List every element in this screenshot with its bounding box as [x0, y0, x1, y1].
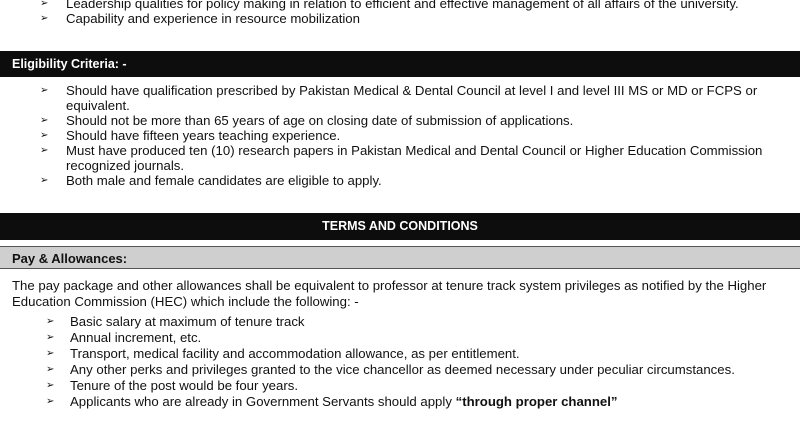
- eligibility-list: [40, 83, 792, 188]
- list-item: [40, 83, 792, 113]
- list-item: [40, 11, 792, 26]
- pay-intro: The pay package and other allowances shall be equivalent to professor at tenure track system privileges as notified by the Higher Education Commission (HEC) which include the following: -: [12, 278, 767, 309]
- list-item-text: Capability and experience in resource mobilization: [66, 11, 360, 26]
- list-item: [40, 0, 792, 11]
- pay-list: [46, 314, 792, 410]
- list-item-text: Should have qualification prescribed by Pakistan Medical & Dental Council at level I and level III MS or MD or FCPS or equivalent.: [66, 83, 758, 113]
- list-item-text: Leadership qualities for policy making in relation to efficient and effective management of all affairs of the university.: [66, 0, 739, 11]
- list-item: [46, 330, 792, 345]
- list-item: [40, 143, 792, 173]
- arrow-bullet-icon: ➢: [40, 145, 49, 156]
- top-bullet-list: [40, 0, 792, 26]
- list-item-text: Should not be more than 65 years of age on closing date of submission of applications.: [66, 113, 574, 128]
- arrow-bullet-icon: ➢: [46, 380, 55, 391]
- list-item: [46, 346, 792, 361]
- list-item: [46, 314, 792, 329]
- list-item: [40, 173, 792, 188]
- list-item-text-bold: “through proper channel”: [455, 394, 618, 409]
- list-item-text: Must have produced ten (10) research papers in Pakistan Medical and Dental Council or Higher Education Commission recognized journals.: [66, 143, 763, 173]
- list-item-text: Transport, medical facility and accommodation allowance, as per entitlement.: [70, 346, 520, 361]
- list-item: [40, 113, 792, 128]
- arrow-bullet-icon: ➢: [40, 130, 49, 141]
- list-item: [46, 378, 792, 393]
- list-item-text: Should have fifteen years teaching experience.: [66, 128, 341, 143]
- pay-heading: Pay & Allowances:: [0, 246, 800, 269]
- arrow-bullet-icon: ➢: [40, 85, 49, 96]
- list-item: [46, 362, 792, 377]
- list-item: [40, 128, 792, 143]
- arrow-bullet-icon: ➢: [46, 396, 55, 407]
- eligibility-heading: Eligibility Criteria: -: [0, 51, 800, 77]
- list-item-text-plain: Applicants who are already in Government Servants should apply: [70, 394, 452, 409]
- arrow-bullet-icon: ➢: [40, 175, 49, 186]
- list-item-text: Basic salary at maximum of tenure track: [70, 314, 305, 329]
- list-item: [46, 394, 792, 409]
- arrow-bullet-icon: ➢: [46, 316, 55, 327]
- arrow-bullet-icon: ➢: [46, 364, 55, 375]
- list-item-text: Both male and female candidates are eligible to apply.: [66, 173, 382, 188]
- arrow-bullet-icon: ➢: [46, 348, 55, 359]
- terms-heading: TERMS AND CONDITIONS: [0, 213, 800, 240]
- arrow-bullet-icon: ➢: [40, 0, 49, 9]
- arrow-bullet-icon: ➢: [40, 115, 49, 126]
- list-item-text: Any other perks and privileges granted to the vice chancellor as deemed necessary under peculiar circumstances.: [70, 362, 735, 377]
- list-item-text: [70, 394, 792, 409]
- list-item-text: Annual increment, etc.: [70, 330, 202, 345]
- arrow-bullet-icon: ➢: [46, 332, 55, 343]
- arrow-bullet-icon: ➢: [40, 13, 49, 24]
- list-item-text: Tenure of the post would be four years.: [70, 378, 298, 393]
